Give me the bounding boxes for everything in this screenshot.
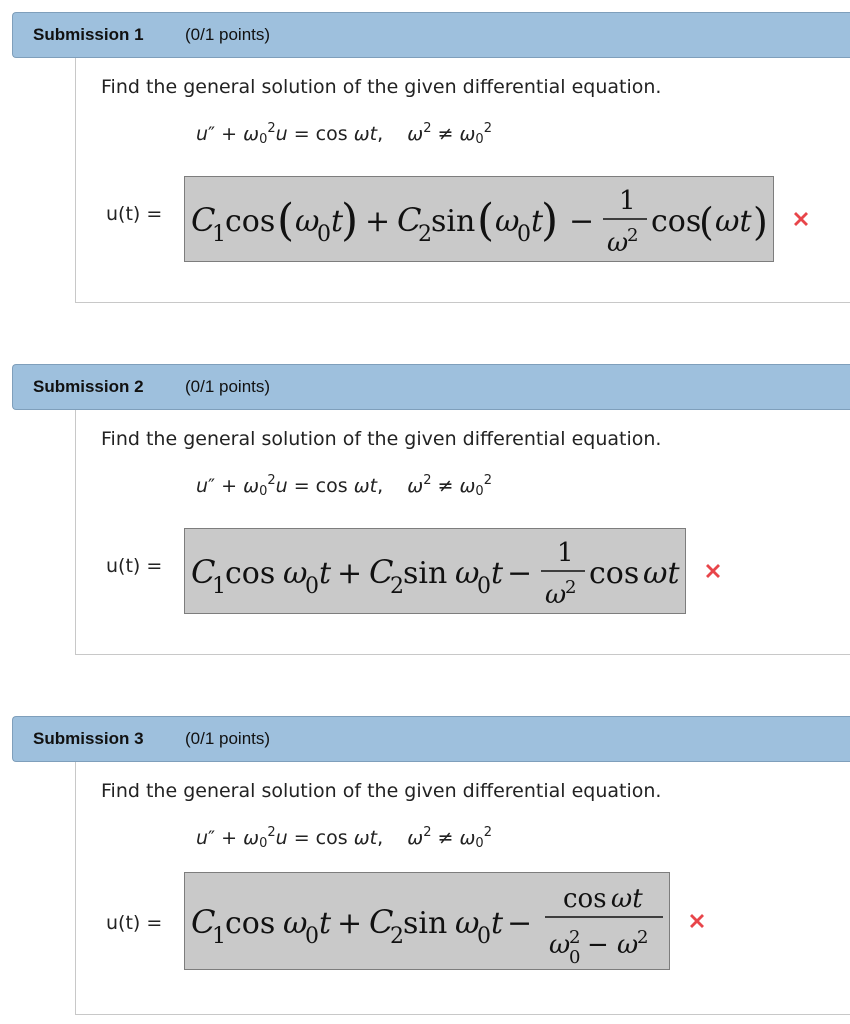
svg-text:0: 0 [477,924,491,949]
svg-text:t: t [491,556,504,591]
answer-label: u(t) = [106,203,163,225]
answer-input[interactable] [184,872,670,970]
svg-text:0: 0 [305,574,319,599]
svg-text:1: 1 [557,538,574,568]
svg-text:ω: ω [495,204,520,239]
incorrect-x-icon [686,910,708,932]
svg-text:ω: ω [455,906,480,941]
svg-text:ωt: ωt [715,204,752,239]
svg-text:0: 0 [317,222,331,247]
svg-text:C: C [191,903,216,941]
svg-text:(: ( [699,200,714,244]
svg-text:ω: ω [607,228,629,258]
svg-text:1: 1 [212,222,226,247]
question-prompt: Find the general solution of the given differential equation. [101,428,662,450]
svg-text:cos: cos [589,556,640,591]
svg-text:0: 0 [517,222,531,247]
svg-text:cos: cos [225,906,276,941]
svg-text:0: 0 [477,574,491,599]
question-prompt: Find the general solution of the given differential equation. [101,780,662,802]
svg-text:): ) [341,195,359,246]
svg-text:−: − [507,906,533,941]
answer-label: u(t) = [106,555,163,577]
svg-text:0: 0 [569,947,581,968]
svg-text:−: − [507,556,533,591]
svg-text:cos: cos [563,884,607,914]
answer-math [185,529,687,615]
submission-points: (0/1 points) [185,377,271,396]
differential-equation: $u'' + \omega_0^2u = \cos \omega t$, $\omega^2 \ne \omega_0^2$ [196,825,492,851]
submission-header [12,716,850,762]
svg-text:cos: cos [225,204,276,239]
answer-input[interactable] [184,176,774,262]
svg-text:t: t [331,204,344,239]
question-body [75,762,850,1015]
svg-text:ωt: ωt [611,884,643,914]
svg-text:2: 2 [418,222,432,247]
svg-text:ω: ω [545,580,567,610]
svg-text:(: ( [277,195,295,246]
svg-text:+: + [365,204,391,239]
svg-text:ω: ω [549,930,571,960]
question-body [75,58,850,303]
submission-title: Submission 1 [33,25,144,44]
svg-text:t: t [531,204,544,239]
svg-text:sin: sin [403,906,448,941]
svg-text:(: ( [477,195,495,246]
submission-points: (0/1 points) [185,729,271,748]
answer-input[interactable] [184,528,686,614]
submission-points: (0/1 points) [185,25,271,44]
svg-text:2: 2 [569,927,581,948]
submission-header [12,12,850,58]
submission-title: Submission 2 [33,377,144,396]
answer-math [185,177,775,263]
svg-text:sin: sin [431,204,476,239]
incorrect-x-icon [702,560,724,582]
svg-text:+: + [337,906,363,941]
svg-text:t: t [319,906,332,941]
svg-text:ω: ω [283,556,308,591]
svg-text:2: 2 [627,225,639,246]
svg-text:): ) [541,195,559,246]
answer-math [185,873,671,971]
svg-text:ω: ω [283,906,308,941]
svg-text:sin: sin [403,556,448,591]
svg-text:cos: cos [225,556,276,591]
svg-text:0: 0 [305,924,319,949]
differential-equation: $u'' + \omega_0^2u = \cos \omega t$, $\omega^2 \ne \omega_0^2$ [196,121,492,147]
svg-text:1: 1 [212,924,226,949]
svg-text:C: C [369,553,394,591]
svg-text:C: C [191,201,216,239]
svg-text:2: 2 [390,574,404,599]
svg-text:): ) [753,200,768,244]
svg-text:−: − [587,930,609,960]
submission-header [12,364,850,410]
svg-text:−: − [569,204,595,239]
svg-text:cos: cos [651,204,702,239]
svg-text:t: t [319,556,332,591]
svg-text:t: t [491,906,504,941]
svg-text:C: C [397,201,422,239]
svg-text:ωt: ωt [643,556,680,591]
svg-text:ω: ω [617,930,639,960]
question-prompt: Find the general solution of the given differential equation. [101,76,662,98]
svg-text:C: C [191,553,216,591]
svg-text:2: 2 [390,924,404,949]
incorrect-x-icon [790,208,812,230]
submission-title: Submission 3 [33,729,144,748]
svg-text:1: 1 [212,574,226,599]
differential-equation: $u'' + \omega_0^2u = \cos \omega t$, $\omega^2 \ne \omega_0^2$ [196,473,492,499]
svg-text:2: 2 [637,927,649,948]
svg-text:2: 2 [565,577,577,598]
svg-text:1: 1 [619,186,636,216]
question-body [75,410,850,655]
svg-text:+: + [337,556,363,591]
svg-text:ω: ω [295,204,320,239]
svg-text:ω: ω [455,556,480,591]
answer-label: u(t) = [106,912,163,934]
svg-text:C: C [369,903,394,941]
